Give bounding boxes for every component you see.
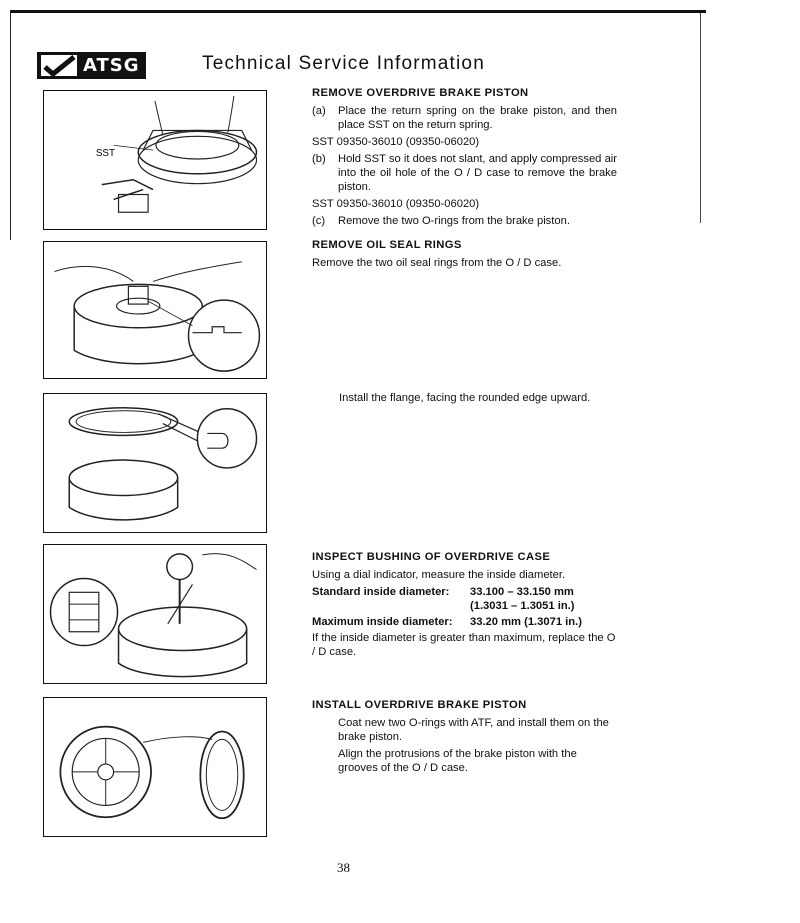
page-title: Technical Service Information: [202, 53, 485, 74]
figure-oil-seal-rings: [43, 241, 267, 379]
figure-brake-piston-removal: [43, 90, 267, 230]
spec-standard-diameter: Standard inside diameter: 33.100 – 33.150 mm (1.3031 – 1.3051 in.): [312, 586, 575, 612]
section-remove-brake-piston: [312, 86, 617, 231]
step-b: (b) Hold SST so it does not slant, and apply compressed air into the oil hole of the O / D case to remove the brake piston.: [312, 153, 617, 193]
sst-reference: SST 09350-36010 (09350-06020): [312, 198, 480, 210]
section-remove-oil-seal-rings: [312, 238, 617, 273]
figure-flange: [43, 393, 267, 533]
figure-dial-indicator: [43, 544, 267, 684]
top-rule: [10, 10, 706, 13]
section-heading: REMOVE OVERDRIVE BRAKE PISTON: [312, 87, 529, 99]
step-a: (a) Place the return spring on the brake piston, and then place SST on the return spring.: [312, 105, 617, 131]
section-text: Align the protrusions of the brake piston with the grooves of the O / D case.: [338, 748, 577, 774]
figure-install-piston: [43, 697, 267, 837]
section-text: Remove the two oil seal rings from the O / D case.: [312, 257, 562, 269]
section-install-brake-piston: [312, 698, 617, 778]
section-intro: Using a dial indicator, measure the inside diameter.: [312, 569, 566, 581]
section-heading: INSTALL OVERDRIVE BRAKE PISTON: [312, 699, 527, 711]
section-heading: INSPECT BUSHING OF OVERDRIVE CASE: [312, 551, 551, 563]
step-c: (c) Remove the two O-rings from the brake piston.: [312, 215, 570, 227]
section-heading: REMOVE OIL SEAL RINGS: [312, 239, 462, 251]
logo-text: ATSG: [83, 55, 140, 76]
flange-note: Install the flange, facing the rounded edge upward.: [339, 392, 591, 404]
spec-maximum-diameter: Maximum inside diameter: 33.20 mm (1.3071 in.): [312, 616, 582, 628]
sst-reference: SST 09350-36010 (09350-06020): [312, 136, 480, 148]
section-note: If the inside diameter is greater than maximum, replace the O / D case.: [312, 632, 616, 658]
checkmark-icon: [41, 55, 77, 76]
sst-label: SST: [95, 148, 116, 160]
right-rule: [700, 13, 701, 223]
atsg-logo: [37, 52, 146, 79]
section-text: Coat new two O-rings with ATF, and install them on the brake piston.: [338, 717, 609, 743]
section-inspect-bushing: [312, 550, 617, 662]
page-number: 38: [337, 860, 350, 875]
left-rule: [10, 10, 11, 240]
